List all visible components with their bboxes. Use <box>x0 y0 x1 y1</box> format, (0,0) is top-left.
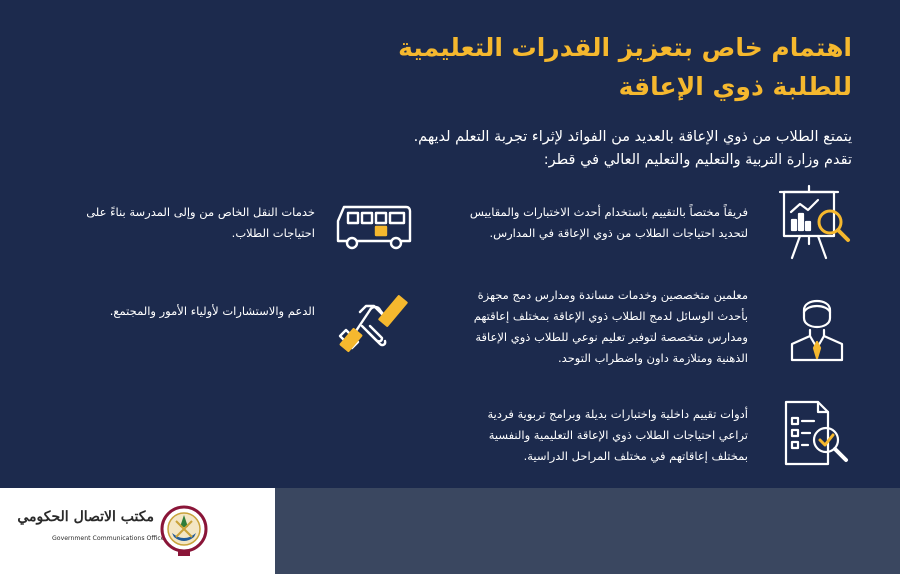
chart-magnifier-icon <box>778 182 854 262</box>
service-text-line: بأحدث الوسائل لدمج الطلاب ذوي الإعاقة بمختلف إعاقتهم <box>473 309 748 323</box>
page-title <box>292 28 852 106</box>
state-emblem-icon <box>158 503 210 559</box>
service-text-line: الدعم والاستشارات لأولياء الأمور والمجتمع. <box>109 304 315 318</box>
service-text-line: أدوات تقييم داخلية واختبارات بديلة وبرامج تربوية فردية <box>487 407 748 421</box>
handshake-icon <box>336 290 410 354</box>
title-line-1: اهتمام خاص بتعزيز القدرات التعليمية <box>398 33 852 62</box>
intro-line-2: تقدم وزارة التربية والتعليم والتعليم العالي في قطر: <box>543 152 852 168</box>
service-text-line: خدمات النقل الخاص من وإلى المدرسة بناءً على <box>86 205 315 219</box>
checklist-icon <box>782 398 852 470</box>
intro-text <box>152 126 852 172</box>
intro-line-1: يتمتع الطلاب من ذوي الإعاقة بالعديد من الفوائد لإثراء تجربة التعلم لديهم. <box>413 129 852 145</box>
title-line-2: للطلبة ذوي الإعاقة <box>618 72 852 101</box>
service-text-line: فريقاً مختصاً بالتقييم باستخدام أحدث الاختبارات والمقاييس <box>469 205 748 219</box>
service-text-line: بمختلف إعاقاتهم في مختلف المراحل الدراسية. <box>523 449 748 463</box>
service-text-line: احتياجات الطلاب. <box>231 226 315 240</box>
government-communications-office-logo <box>17 503 212 559</box>
office-name-arabic: مكتب الاتصال الحكومي <box>17 509 154 525</box>
service-text-line: معلمين متخصصين وخدمات مساندة ومدارس دمج مجهزة <box>477 288 748 302</box>
service-text-line: لتحديد احتياجات الطلاب من ذوي الإعاقة في المدارس. <box>489 226 748 240</box>
service-specialist-teachers <box>368 285 748 369</box>
service-text-line: ومدارس متخصصة لتوفير تعليم نوعي للطلاب ذوي الإعاقة <box>475 330 748 344</box>
bus-icon <box>334 203 414 251</box>
service-text-line: الذهنية ومتلازمة داون واضطراب التوحد. <box>558 351 748 365</box>
service-text-line: تراعي احتياجات الطلاب ذوي الإعاقة التعليمية والنفسية <box>488 428 748 442</box>
office-name-english: Government Communications Office <box>52 535 165 542</box>
teacher-icon <box>786 290 848 362</box>
service-parent-support <box>55 301 315 322</box>
footer-band <box>275 488 900 574</box>
service-transport <box>55 202 315 244</box>
service-assessment-team <box>368 202 748 244</box>
service-assessment-tools <box>368 404 748 467</box>
